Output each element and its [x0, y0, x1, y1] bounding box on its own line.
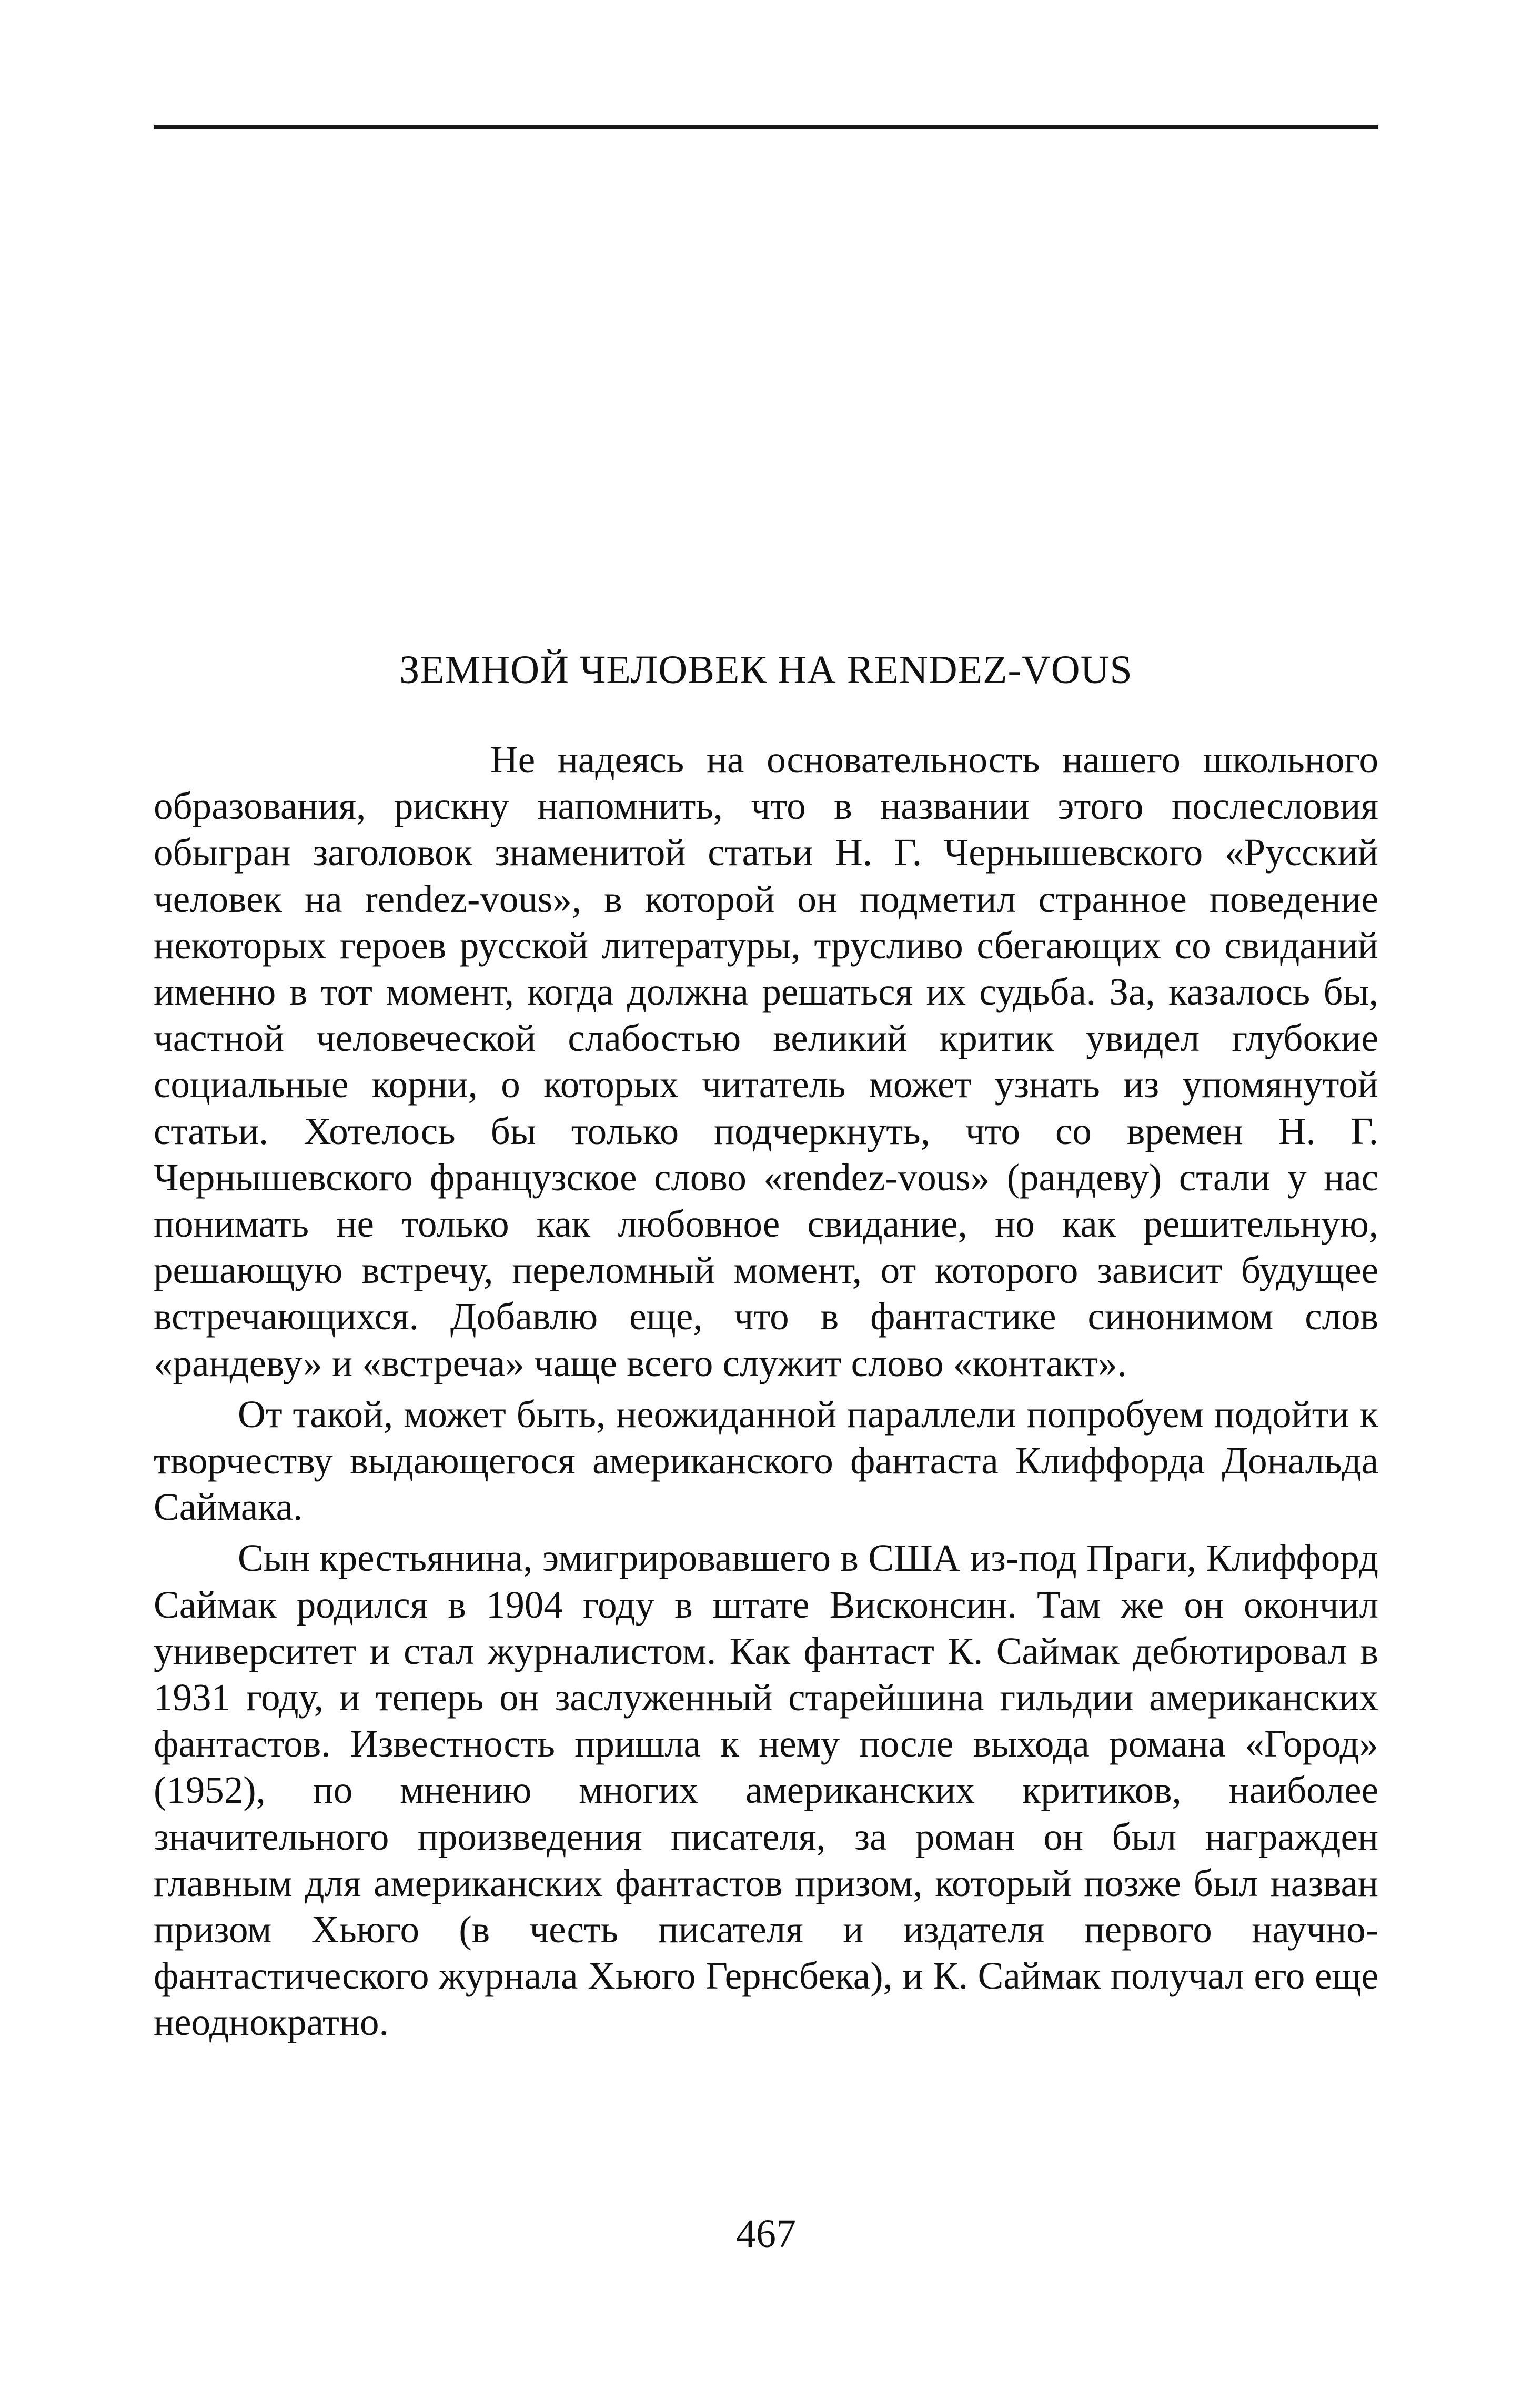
- top-rule: [154, 125, 1378, 129]
- paragraph-2: От такой, может быть, неожиданной параллели попробуем подойти к творчеству выдающегося американского фантаста Клиффорда Дональда Саймака.: [154, 1392, 1378, 1529]
- paragraph-1: Не надеясь на основательность нашего школьного образования, рискну напомнить, что в названии этого послесловия обыгран заголовок знаменитой статьи Н. Г. Чернышевского «Русский человек на rendez-vous», в которой он подметил странное поведение некоторых героев русской литературы, трусливо сбегающих со свиданий именно в тот момент, когда должна решаться их судьба. За, казалось бы, частной человеческой слабостью великий критик увидел глубокие социальные корни, о которых читатель может узнать из упомянутой статьи. Хотелось бы только подчеркнуть, что со времен Н. Г. Чернышевского французское слово «rendez-vous» (рандеву) стали у нас понимать не только как любовное свидание, но как решительную, решающую встречу, переломный момент, от которого зависит будущее встречающихся. Добавлю еще, что в фантастике синонимом слов «рандеву» и «встреча» чаще всего служит слово «контакт».: [154, 738, 1378, 1384]
- chapter-title: ЗЕМНОЙ ЧЕЛОВЕК НА RENDEZ-VOUS: [399, 648, 1133, 692]
- body-text: [154, 737, 1378, 2051]
- page-number: 467: [736, 2212, 796, 2256]
- paragraph-3: Сын крестьянина, эмигрировавшего в США из-под Праги, Клиффорд Саймак родился в 1904 году в штате Висконсин. Там же он окончил университет и стал журналистом. Как фантаст К. Саймак дебютировал в 1931 году, и теперь он заслуженный старейшина гильдии американских фантастов. Известность пришла к нему после выхода романа «Город» (1952), по мнению многих американских критиков, наиболее значительного произведения писателя, за роман он был награжден главным для американских фантастов призом, который позже был назван призом Хьюго (в честь писателя и издателя первого научно-фантастического журнала Хьюго Гернсбека), и К. Саймак получал его еще неоднократно.: [154, 1537, 1378, 2044]
